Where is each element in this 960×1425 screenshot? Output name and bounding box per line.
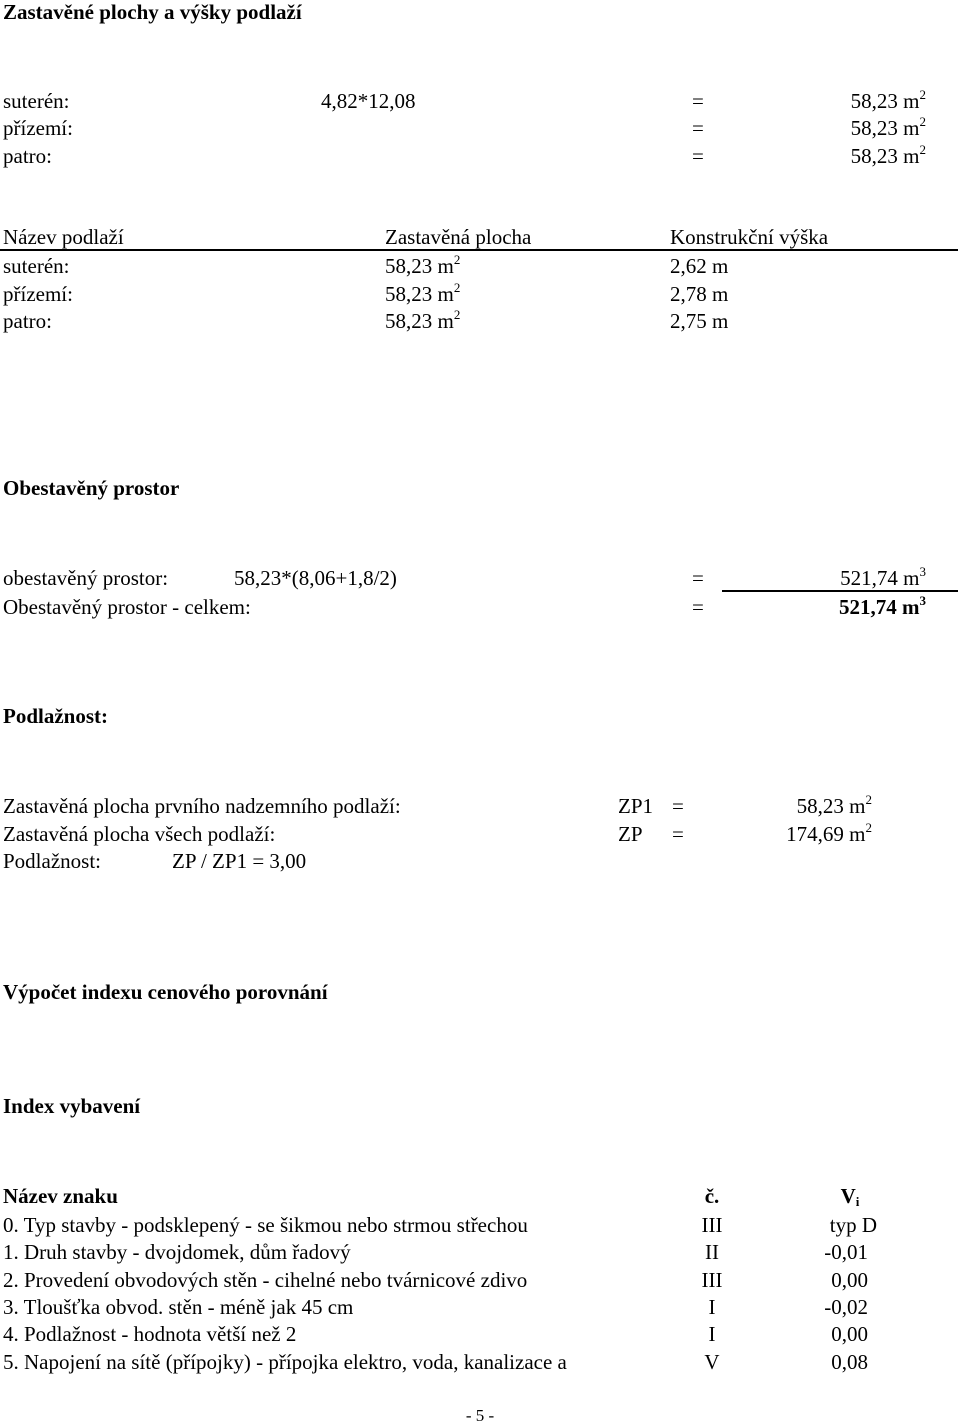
area-formula: 4,82*12,08 <box>321 89 416 113</box>
ratio-code: ZP1 <box>618 794 654 818</box>
area-label: přízemí: <box>3 116 73 140</box>
section-heading: Výpočet indexu cenového porovnání <box>3 980 328 1004</box>
page-number: - 5 - <box>465 1406 495 1425</box>
volume-eq: = <box>692 566 704 590</box>
ratio-eq: = <box>672 822 684 846</box>
table-cell: typ D <box>829 1213 877 1237</box>
area-value: 58,23 $m^2$ <box>850 142 926 168</box>
area-eq: = <box>692 116 704 140</box>
table-cell: 0,00 <box>831 1268 868 1292</box>
table-header: Konstrukční výška <box>670 225 829 249</box>
ratio-label: Zastavěná plocha prvního nadzemního podlaží: <box>3 794 401 818</box>
table-cell: 0,08 <box>831 1350 868 1374</box>
ratio-eq: = <box>672 794 684 818</box>
table-cell: 0,00 <box>831 1322 868 1346</box>
table-cell: -0,02 <box>824 1295 868 1319</box>
table-cell: 2,78 m <box>670 282 729 306</box>
table-cell: V <box>704 1350 720 1374</box>
table-header: Zastavěná plocha <box>385 225 532 249</box>
volume-total: 521,74 $m^3$ <box>839 593 926 619</box>
table-cell: 4. Podlažnost - hodnota větší než 2 <box>3 1322 297 1346</box>
table-cell: II <box>705 1240 719 1264</box>
table-cell: 5. Napojení na sítě (přípojky) - přípojka elektro, voda, kanalizace a <box>3 1350 567 1374</box>
section-heading: Obestavěný prostor <box>3 476 180 500</box>
table-cell: patro: <box>3 309 52 333</box>
table-cell: 2,75 m <box>670 309 729 333</box>
table-cell: III <box>701 1213 723 1237</box>
volume-formula: 58,23*(8,06+1,8/2) <box>234 566 397 590</box>
table-cell: 1. Druh stavby - dvojdomek, dům řadový <box>3 1240 351 1264</box>
table-header: č. <box>704 1184 720 1208</box>
volume-label: Obestavěný prostor - celkem: <box>3 595 251 619</box>
table-cell: 0. Typ stavby - podsklepený - se šikmou nebo strmou střechou <box>3 1213 528 1237</box>
table-cell: 58,23 $m^2$ <box>385 280 461 306</box>
page-title: Zastavěné plochy a výšky podlaží <box>3 0 302 24</box>
table-cell: I <box>708 1295 716 1319</box>
table-cell: 58,23 $m^2$ <box>385 307 461 333</box>
volume-eq: = <box>692 595 704 619</box>
table-cell: suterén: <box>3 254 70 278</box>
ratio-value: 58,23 $m^2$ <box>796 792 872 818</box>
table-header: Název podlaží <box>3 225 124 249</box>
area-value: 58,23 $m^2$ <box>850 87 926 113</box>
table-header: $V_i$ <box>840 1184 860 1209</box>
area-eq: = <box>692 89 704 113</box>
section-heading: Podlažnost: <box>3 704 108 728</box>
table-cell: 2,62 m <box>670 254 729 278</box>
table-cell: 3. Tloušťka obvod. stěn - méně jak 45 cm <box>3 1295 354 1319</box>
table-header-rule <box>0 249 958 251</box>
ratio-label: Zastavěná plocha všech podlaží: <box>3 822 276 846</box>
table-cell: -0,01 <box>824 1240 868 1264</box>
area-label: suterén: <box>3 89 70 113</box>
ratio-result-label: Podlažnost: <box>3 849 101 873</box>
area-label: patro: <box>3 144 52 168</box>
ratio-code: ZP <box>618 822 643 846</box>
volume-value: 521,74 $m^3$ <box>840 564 926 590</box>
table-cell: I <box>708 1322 716 1346</box>
area-eq: = <box>692 144 704 168</box>
table-cell: 58,23 $m^2$ <box>385 252 461 278</box>
table-cell: III <box>701 1268 723 1292</box>
section-heading: Index vybavení <box>3 1094 141 1118</box>
table-cell: 2. Provedení obvodových stěn - cihelné nebo tvárnicové zdivo <box>3 1268 528 1292</box>
table-cell: přízemí: <box>3 282 73 306</box>
area-value: 58,23 $m^2$ <box>850 114 926 140</box>
volume-label: obestavěný prostor: <box>3 566 169 590</box>
ratio-value: 174,69 $m^2$ <box>786 820 872 846</box>
sum-rule <box>722 590 958 592</box>
table-header: Název znaku <box>3 1184 118 1208</box>
ratio-result-value: ZP / ZP1 = 3,00 <box>172 849 307 873</box>
